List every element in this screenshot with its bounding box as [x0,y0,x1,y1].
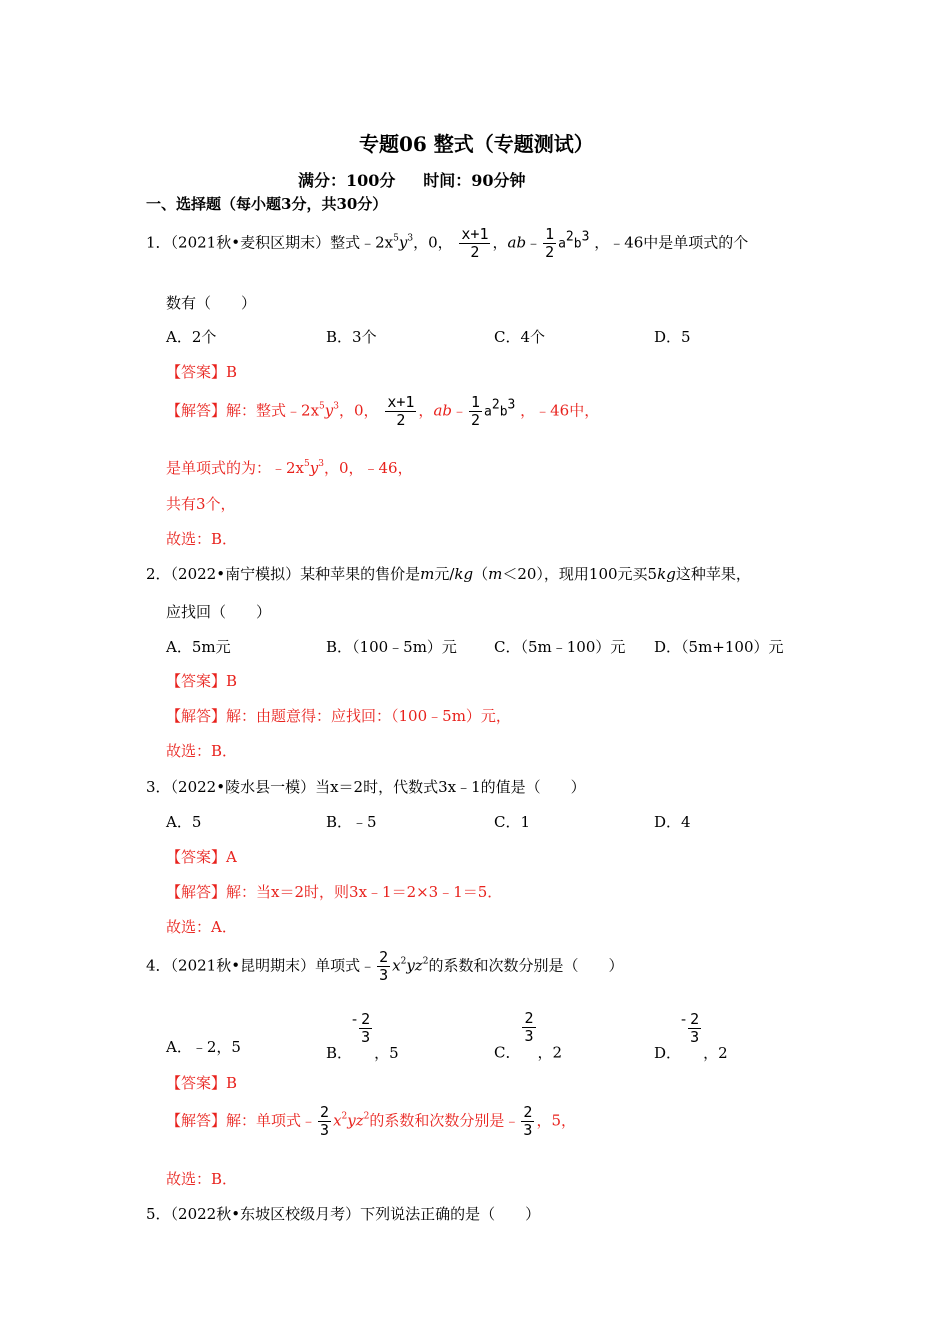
page-subtitle: 满分：100分 时间：90分钟 [298,171,526,190]
question-4: 4．（2021秋•昆明期末）单项式﹣ $\frac{2}{3}$ $x^2yz^2$的系数和次数分别是（ ） [146,948,624,984]
q1-solution: 【解答】解：整式$﹣2x^5y^3$，0， $\frac{x+1}{2}$ ，ab﹣ $\frac{1}{2}$ $a^2b^3$ ，﹣46中， [166,393,600,429]
q1-fraction-half: $\frac{1}{2}$ [545,225,555,261]
q3-option-c: C．1 [494,813,531,831]
q2-stem-continued: 应找回（ ） [166,603,272,621]
q1-solution-line3: 共有3个， [166,495,236,513]
question-1: 1．（2021秋•麦积区期末）整式$﹣2x^5y^3$，0， $\frac{x+1}{2}$ ，ab﹣ $\frac{1}{2}$ $a^2b^3$ ，﹣46中是单项式的个 [146,225,749,261]
q3-answer: 【答案】A [166,848,237,866]
q4-option-d: D．- $\frac{2}{3}$ ，2 [654,1009,728,1062]
question-2: 2．（2022•南宁模拟）某种苹果的售价是m元/kg（m＜20），现用100元买5kg这种苹果， [146,565,751,583]
q4-answer: 【答案】B [166,1074,238,1092]
q3-option-d: D．4 [654,813,691,831]
q1-stem-continued: 数有（ ） [166,294,257,312]
q2-solution: 【解答】解：由题意得：应找回：（100﹣5m）元， [166,707,511,725]
q3-option-b: B．﹣5 [326,813,377,831]
q1-number: 1． [146,233,171,252]
q2-option-c: C．（5m﹣100）元 [494,638,626,656]
q2-option-b: B．（100﹣5m）元 [326,638,457,656]
q1-sol-fraction: $\frac{x+1}{2}$ [387,393,415,429]
section-heading: 一、选择题（每小题3分，共30分） [146,195,388,213]
q2-answer: 【答案】B [166,672,238,690]
q4-option-c: C． $\frac{2}{3}$ ，2 [494,1009,563,1062]
q1-fraction-x-plus-1-over-2: $\frac{x+1}{2}$ [461,225,489,261]
q1-option-a: A．2个 [166,328,217,346]
q4-option-b: B．- $\frac{2}{3}$ ，5 [326,1009,399,1062]
q4-solution: 【解答】解：单项式﹣ $\frac{2}{3}$ $x^2yz^2$的系数和次数分别是﹣ $\frac{2}{3}$ ，5， [166,1103,576,1139]
q1-solution-line2: 是单项式的为：$﹣2x^5y^3$，0，﹣46， [166,459,413,477]
q1-source: （2021秋•麦积区期末） [170,233,331,252]
q4-choose: 故选：B． [166,1170,238,1188]
question-3: 3．（2022•陵水县一模）当x＝2时，代数式3x﹣1的值是（ ） [146,778,586,796]
q1-option-d: D．5 [654,328,691,346]
q2-option-a: A．5m元 [166,638,231,656]
q3-option-a: A．5 [166,813,202,831]
q3-solution: 【解答】解：当x＝2时，则3x﹣1＝2×3﹣1＝5． [166,883,503,901]
q3-choose: 故选：A． [166,918,237,936]
q1-answer: 【答案】B [166,363,238,381]
q4-fraction: $\frac{2}{3}$ [379,948,389,984]
q4-option-a: A．﹣2，5 [166,1038,241,1056]
q1-option-c: C．4个 [494,328,546,346]
page-title: 专题06 整式（专题测试） [359,132,594,156]
q2-choose: 故选：B． [166,742,238,760]
q1-option-b: B．3个 [326,328,377,346]
q1-choose: 故选：B． [166,530,238,548]
question-5: 5．（2022秋•东坡区校级月考）下列说法正确的是（ ） [146,1205,541,1223]
q2-option-d: D．（5m+100）元 [654,638,784,656]
